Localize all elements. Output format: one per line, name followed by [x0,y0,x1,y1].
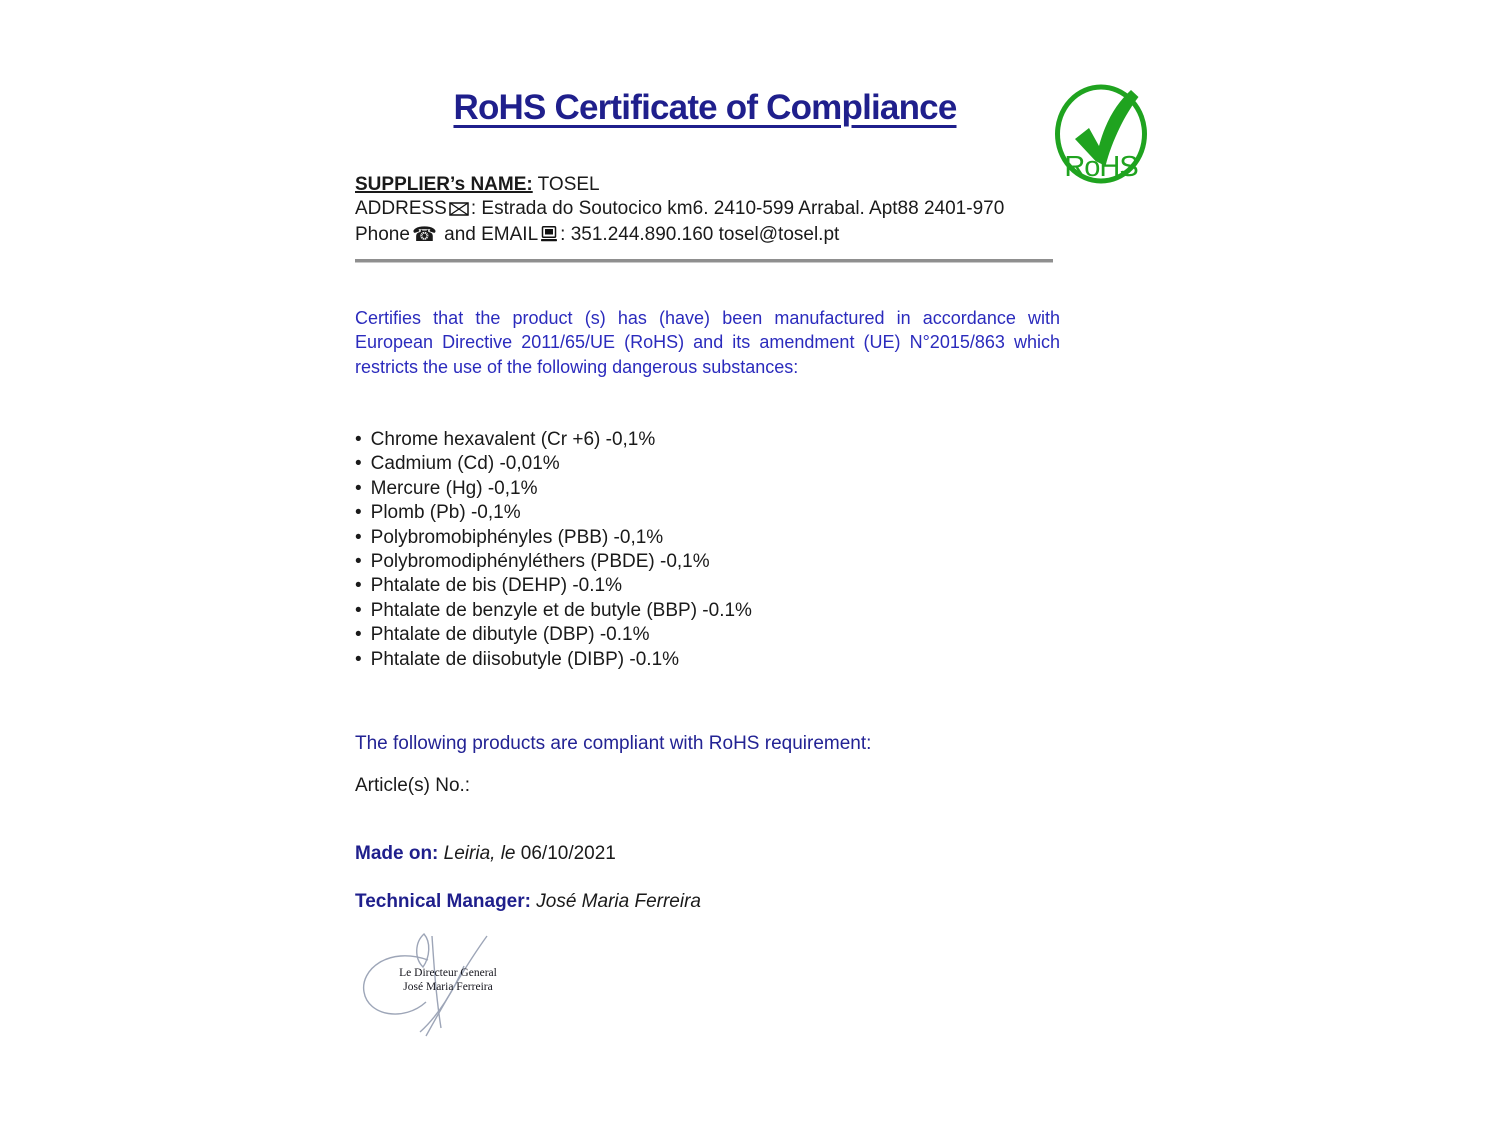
email-label: and EMAIL [438,224,539,245]
supplier-contact-line [355,223,1075,249]
technical-manager-name: José Maria Ferreira [530,891,701,912]
substances-list [355,428,752,672]
substance-item: • Phtalate de dibutyle (DBP) -0.1% [355,623,752,647]
signature-name: José Maria Ferreira [403,981,493,993]
rohs-badge-icon [1053,82,1149,186]
contact-value: : 351.244.890.160 tosel@tosel.pt [560,224,840,245]
made-on-date: 06/10/2021 [515,843,616,864]
substance-item: • Phtalate de diisobutyle (DIBP) -0.1% [355,648,752,672]
substance-item: • Polybromodiphényléthers (PBDE) -0,1% [355,550,752,574]
computer-icon [540,225,558,249]
page-title-text: RoHS Certificate of Compliance [453,88,957,127]
signature-caption [383,966,513,994]
technical-manager-line [355,891,701,913]
signature-block [358,920,518,1055]
substance-item: • Phtalate de benzyle et de butyle (BBP) -0.1% [355,599,752,623]
substance-item: • Phtalate de bis (DEHP) -0.1% [355,574,752,598]
divider-rule [355,259,1053,263]
supplier-name-value: TOSEL [532,174,600,195]
certification-paragraph: Certifies that the product (s) has (have) been manufactured in accordance with European Directive 2011/65/UE (RoHS) and its amendment (UE) N°2015/863 which restricts the use of the following dangerous substances: [355,308,1060,377]
compliance-statement: The following products are compliant with RoHS requirement: [355,733,872,754]
telephone-icon: ☎ [411,224,437,246]
technical-manager-label: Technical Manager: [355,891,531,912]
signature-title: Le Directeur General [399,967,497,979]
rohs-logo-label: RoHS [1064,151,1138,183]
address-label: ADDRESS [355,198,447,219]
envelope-icon [449,199,469,223]
made-on-line [355,843,616,865]
made-on-label: Made on: [355,843,439,864]
supplier-name-label: SUPPLIER’s NAME: [355,174,533,195]
supplier-address-line [355,197,1075,223]
page-title [355,88,1055,128]
substance-item: • Chrome hexavalent (Cr +6) -0,1% [355,428,752,452]
article-number-line: Article(s) No.: [355,775,471,796]
substance-item: • Polybromobiphényles (PBB) -0,1% [355,526,752,550]
phone-label: Phone [355,224,410,245]
address-value: : Estrada do Soutocico km6. 2410-599 Arrabal. Apt88 2401-970 [470,198,1005,219]
substance-item: • Cadmium (Cd) -0,01% [355,452,752,476]
rohs-logo [1053,82,1149,186]
supplier-name-line [355,173,1075,197]
substance-item: • Mercure (Hg) -0,1% [355,477,752,501]
substance-item: • Plomb (Pb) -0,1% [355,501,752,525]
made-on-place: Leiria, le [438,843,516,864]
supplier-block [355,173,1075,249]
